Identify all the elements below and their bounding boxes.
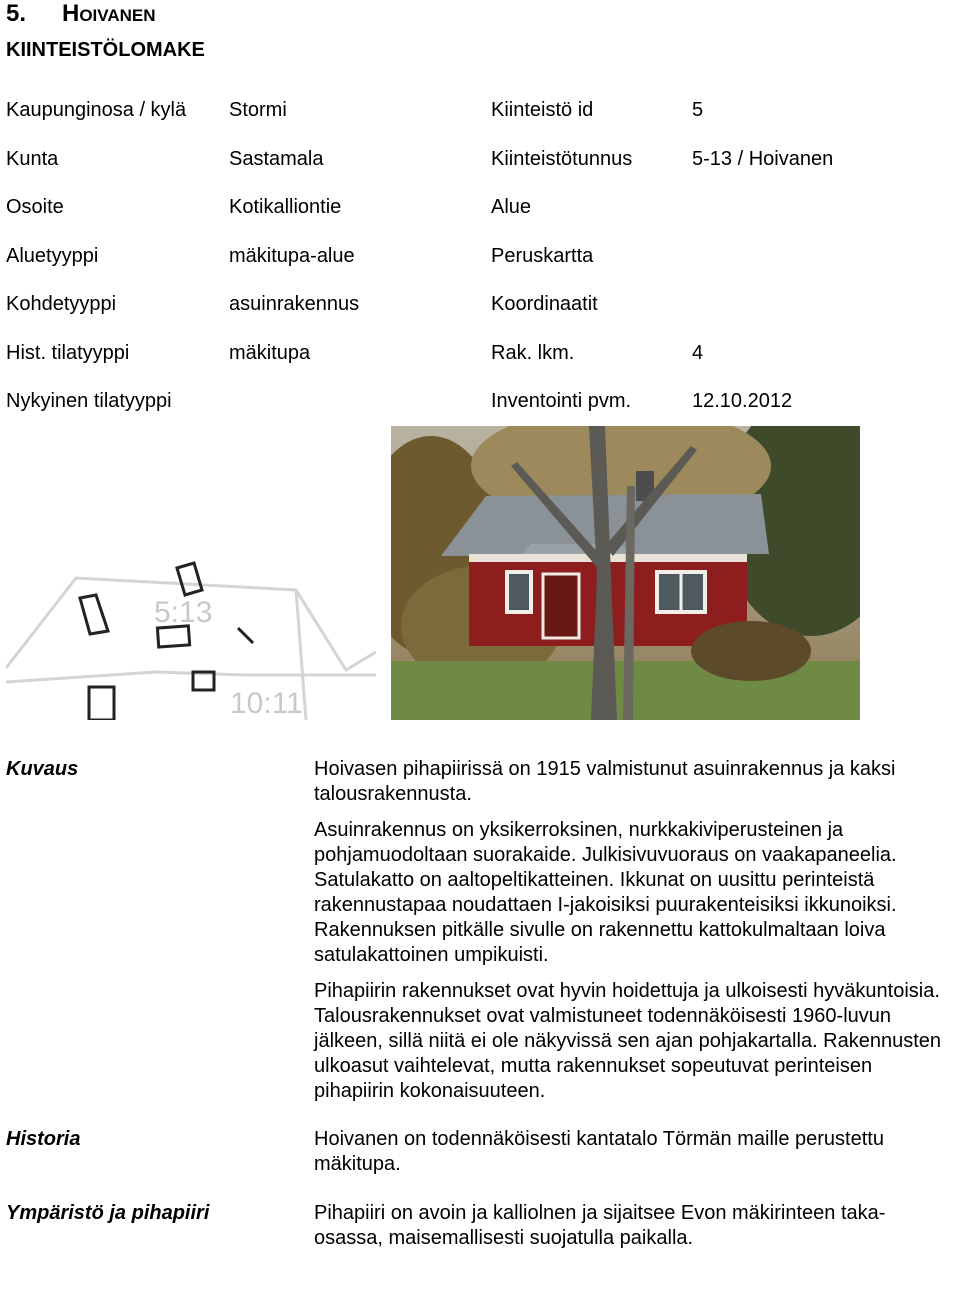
field-label-alue: Alue [491,196,532,218]
field-label-inventointi: Inventointi pvm. [491,390,632,412]
field-label-peruskartta: Peruskartta [491,245,594,267]
field-label-kohdetyyppi: Kohdetyyppi [6,293,117,315]
ymparisto-paragraph: Pihapiiri on avoin ja kalliolnen ja sijaitsee Evon mäkirinteen taka-osassa, maisemallisesti suojatulla paikalla. [314,1202,886,1249]
house-photo [391,426,860,720]
field-label-osoite: Osoite [6,196,64,218]
property-name: Hoivanen [62,0,156,27]
map-label-1: 5:13 [154,596,213,629]
field-value-hist-tilatyyppi: mäkitupa [229,342,311,364]
kuvaus-paragraph-1: Hoivasen pihapiirissä on 1915 valmistunut asuinrakennus ja kaksi talousrakennusta. [314,758,896,805]
kuvaus-paragraph-3: Pihapiirin rakennukset ovat hyvin hoidettuja ja ulkoisesti hyväkuntoisia. Talousrakennukset ovat valmistuneet todennäköisesti 1960-luvun jälkeen, sillä niitä ei ole näkyvissä sen ajan pohjakartalla. Rakennusten ulkoasut vaihtelevat, mutta rakennukset sopeutuvat perinteisen pihapiirin kokonaisuuteen. [314,980,942,1102]
field-value-aluetyyppi: mäkitupa-alue [229,245,355,267]
field-label-kunta: Kunta [6,148,59,170]
field-value-kohdetyyppi: asuinrakennus [229,293,360,315]
field-label-koordinaatit: Koordinaatit [491,293,598,315]
field-value-kiinteisto-id: 5 [692,99,704,121]
historia-paragraph: Hoivanen on todennäköisesti kantatalo Törmän maille perustettu mäkitupa. [314,1128,884,1175]
field-label-hist-tilatyyppi: Hist. tilatyyppi [6,342,130,364]
field-value-rak-lkm: 4 [692,342,704,364]
field-label-kiinteisto-id: Kiinteistö id [491,99,594,121]
base-map-excerpt [6,560,376,720]
field-label-kiinteistotunnus: Kiinteistötunnus [491,148,633,170]
section-label-kuvaus: Kuvaus [6,758,79,780]
field-value-kaupunginosa: Stormi [229,99,287,121]
section-label-ymparisto: Ympäristö ja pihapiiri [6,1202,210,1224]
field-value-kunta: Sastamala [229,148,324,170]
section-number: 5. [6,0,27,27]
field-label-nykyinen-tilatyyppi: Nykyinen tilatyyppi [6,390,172,412]
field-value-inventointi: 12.10.2012 [692,390,793,412]
field-label-kaupunginosa: Kaupunginosa / kylä [6,99,187,121]
field-value-kiinteistotunnus: 5-13 / Hoivanen [692,148,834,170]
window-left [507,572,531,612]
field-value-osoite: Kotikalliontie [229,196,342,218]
field-label-aluetyyppi: Aluetyyppi [6,245,99,267]
section-label-historia: Historia [6,1128,81,1150]
map-label-2: 10:11 [230,687,303,720]
door [543,574,579,638]
kuvaus-paragraph-2: Asuinrakennus on yksikerroksinen, nurkkakiviperusteinen ja pohjamuodoltaan suorakaide. Julkisivuvuoraus on vaakapaneelia. Satulakatto on aaltopeltikatteinen. Ikkunat on uusittu perinteistä rakennustapaa noudattaen I-jakoisiksi puurakenteisiksi ikkunoiksi. Rakennuksen pitkälle sivulle on rakennettu kattokulmaltaan loiva satulakattoinen umpikuisti. [314,819,897,966]
field-label-rak-lkm: Rak. lkm. [491,342,575,364]
form-title: KIINTEISTÖLOMAKE [6,39,205,61]
